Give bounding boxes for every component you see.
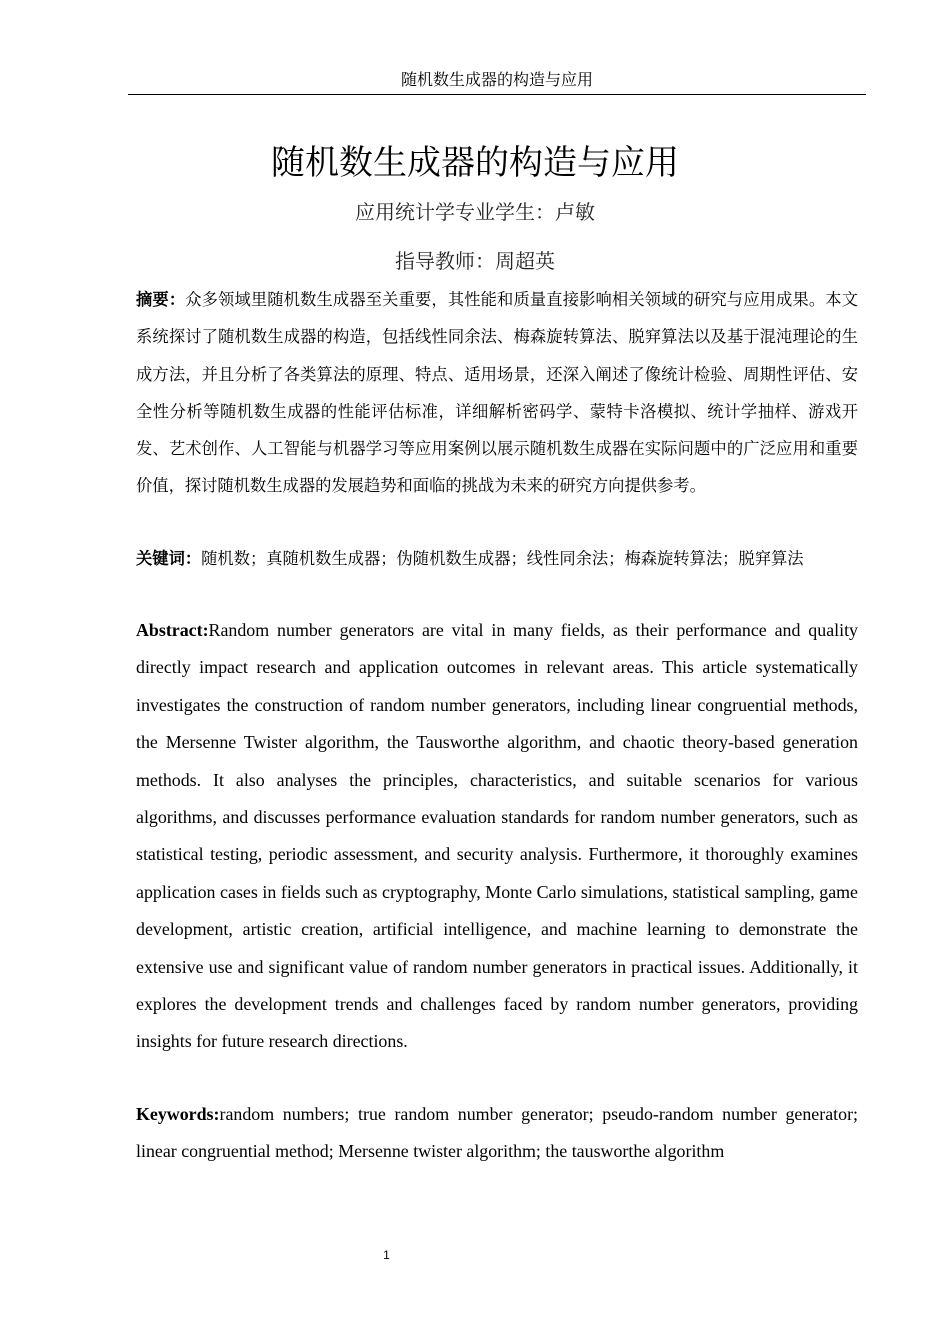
page-number: 1 [383, 1248, 390, 1262]
keywords-en-label: Keywords: [136, 1104, 220, 1124]
abstract-en-text: Random number generators are vital in many fields, as their performance and quality directly impact research and application outcomes in relevant areas. This article systematically investigates the construction of random number generators, including linear congruential methods, the Mersenne Twister algorithm, the Tausworthe algorithm, and chaotic theory-based generation methods. It also analyses the principles, characteristics, and suitable scenarios for various algorithms, and discusses performance evaluation standards for random number generators, such as statistical testing, periodic assessment, and security analysis. Furthermore, it thoroughly examines application cases in fields such as cryptography, Monte Carlo simulations, statistical sampling, game development, artistic creation, artificial intelligence, and machine learning to demonstrate the extensive use and significant value of random number generators in practical issues. Additionally, it explores the development trends and challenges faced by random number generators, providing insights for future research directions. [136, 620, 858, 1052]
keywords-cn-text: 随机数；真随机数生成器；伪随机数生成器；线性同余法；梅森旋转算法；脱穽算法 [201, 549, 804, 568]
paper-title: 随机数生成器的构造与应用 [271, 143, 679, 183]
running-header [128, 68, 866, 95]
keywords-en [136, 1096, 858, 1171]
abstract-en-label: Abstract: [136, 620, 209, 640]
abstract-en [136, 612, 858, 1061]
abstract-cn [136, 281, 858, 505]
abstract-cn-text: 众多领域里随机数生成器至关重要，其性能和质量直接影响相关领域的研究与应用成果。本文系统探讨了随机数生成器的构造，包括线性同余法、梅森旋转算法、脱穽算法以及基于混沌理论的生成方法，并且分析了各类算法的原理、特点、适用场景，还深入阐述了像统计检验、周期性评估、安全性分析等随机数生成器的性能评估标准，详细解析密码学、蒙特卡洛模拟、统计学抽样、游戏开发、艺术创作、人工智能与机器学习等应用案例以展示随机数生成器在实际问题中的广泛应用和重要价值，探讨随机数生成器的发展趋势和面临的挑战为未来的研究方向提供参考。 [136, 290, 858, 496]
advisor-line: 指导教师：周超英 [395, 249, 555, 273]
keywords-cn [136, 541, 858, 578]
abstract-cn-label: 摘要： [136, 290, 186, 309]
keywords-cn-label: 关键词： [136, 549, 202, 568]
running-header-title: 随机数生成器的构造与应用 [400, 70, 593, 89]
keywords-en-text: random numbers; true random number generator; pseudo-random number generator; linear congruential method; Mersenne twister algorithm; the tausworthe algorithm [136, 1104, 858, 1162]
author-line: 应用统计学专业学生：卢敏 [355, 200, 595, 224]
